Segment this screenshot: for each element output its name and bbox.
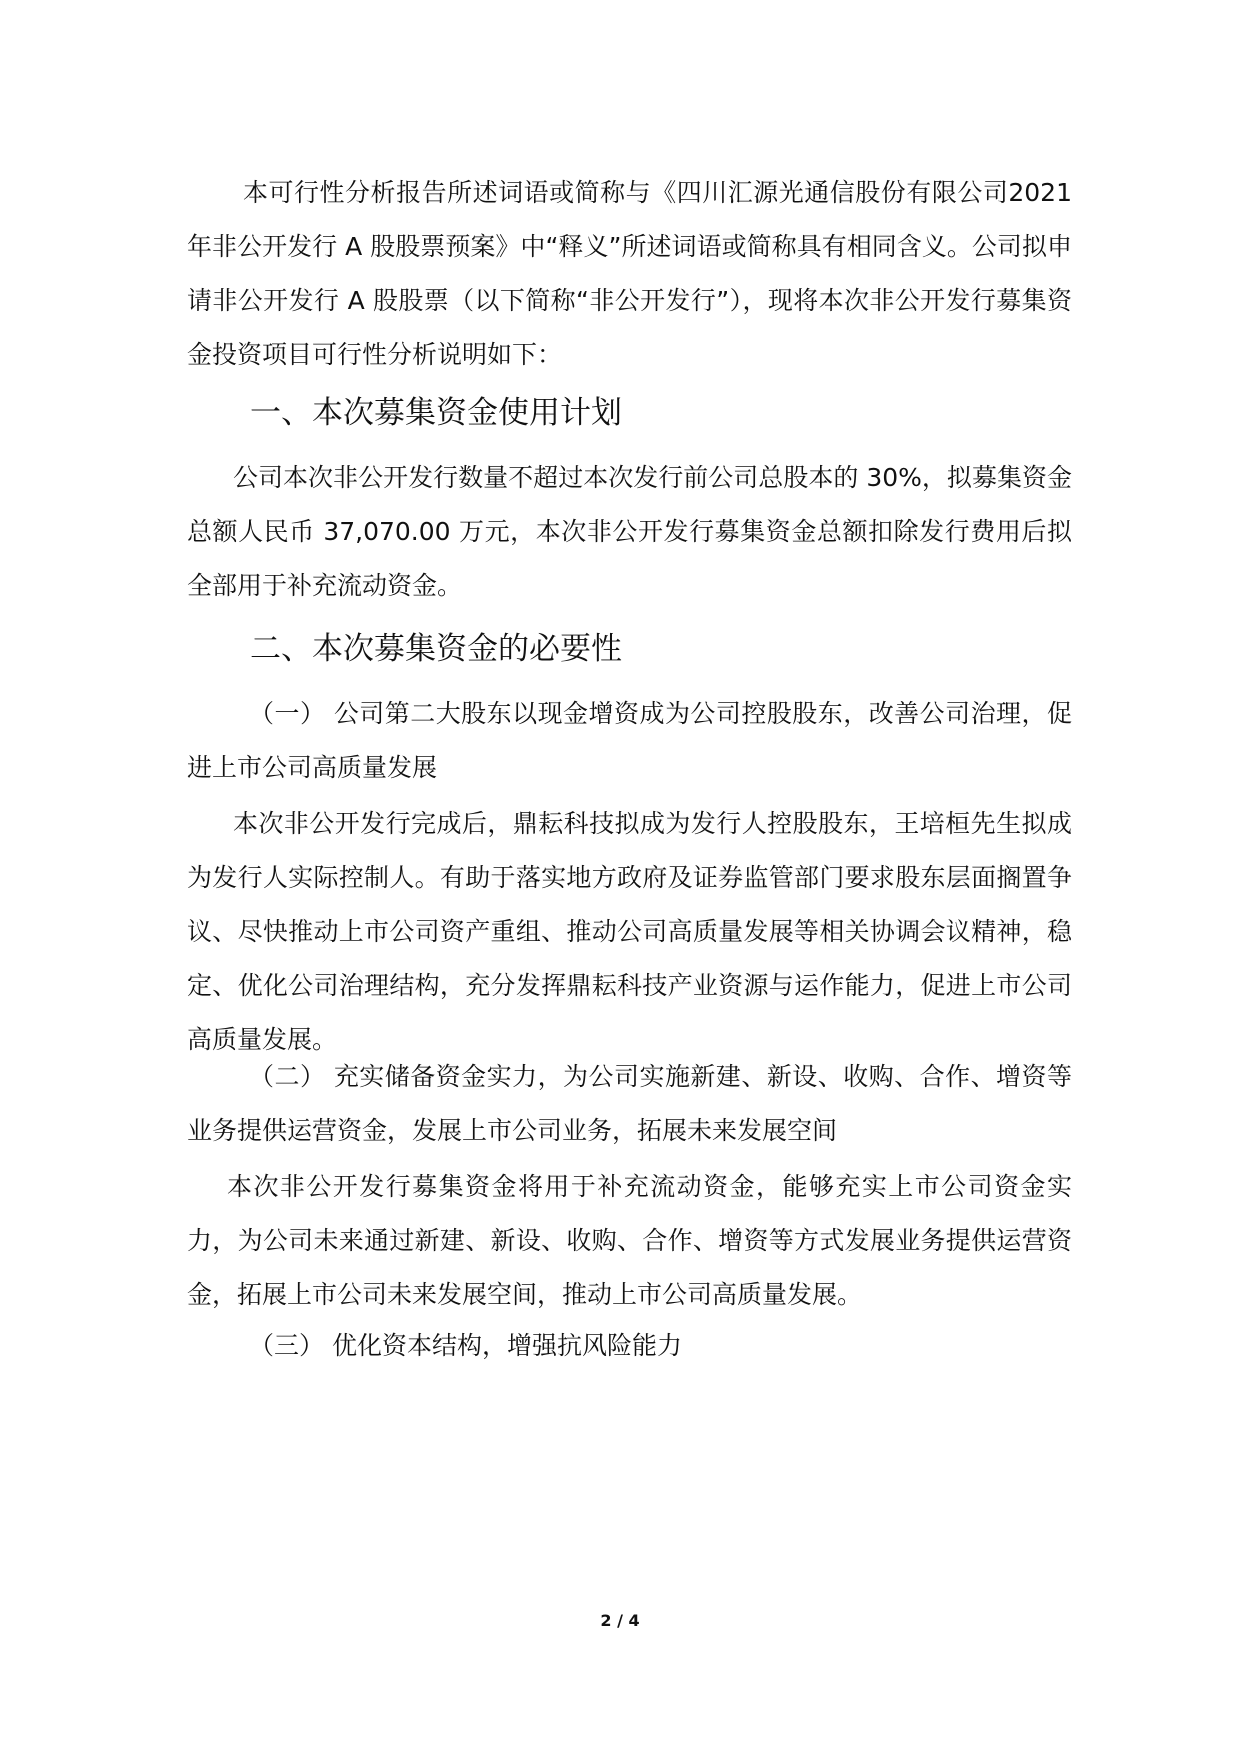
section-2-heading: 二、本次募集资金的必要性: [250, 631, 622, 667]
page-number: 2 / 4: [600, 1611, 640, 1630]
subsection-3-heading: （三） 优化资本结构，增强抗风险能力: [249, 1331, 682, 1360]
intro-paragraph: 本可行性分析报告所述词语或简称与《四川汇源光通信股份有限公司2021年非公开发行 A 股股票预案》中“释义”所述词语或简称具有相同含义。公司拟申请非公开发行 A 股股票（以下简称“非公开发行”），现将本次非公开发行募集资金投资项目可行性分析说明如下：: [187, 178, 1072, 369]
subsection-1-heading: （一） 公司第二大股东以现金增资成为公司控股股东，改善公司治理，促进上市公司高质量发展: [187, 699, 1072, 782]
section-1-body: 公司本次非公开发行数量不超过本次发行前公司总股本的 30%，拟募集资金总额人民币 37,070.00 万元，本次非公开发行募集资金总额扣除发行费用后拟全部用于补充流动资金。: [187, 463, 1072, 600]
section-1-heading: 一、本次募集资金使用计划: [250, 395, 622, 431]
subsection-2-body: 本次非公开发行募集资金将用于补充流动资金，能够充实上市公司资金实力，为公司未来通过新建、新设、收购、合作、增资等方式发展业务提供运营资金，拓展上市公司未来发展空间，推动上市公司高质量发展。: [187, 1172, 1072, 1309]
subsection-1-body: 本次非公开发行完成后，鼎耘科技拟成为发行人控股股东，王培桓先生拟成为发行人实际控制人。有助于落实地方政府及证券监管部门要求股东层面搁置争议、尽快推动上市公司资产重组、推动公司高质量发展等相关协调会议精神，稳定、优化公司治理结构，充分发挥鼎耘科技产业资源与运作能力，促进上市公司高质量发展。: [187, 809, 1072, 1054]
subsection-2-heading: （二） 充实储备资金实力，为公司实施新建、新设、收购、合作、增资等业务提供运营资金，发展上市公司业务，拓展未来发展空间: [187, 1062, 1072, 1145]
